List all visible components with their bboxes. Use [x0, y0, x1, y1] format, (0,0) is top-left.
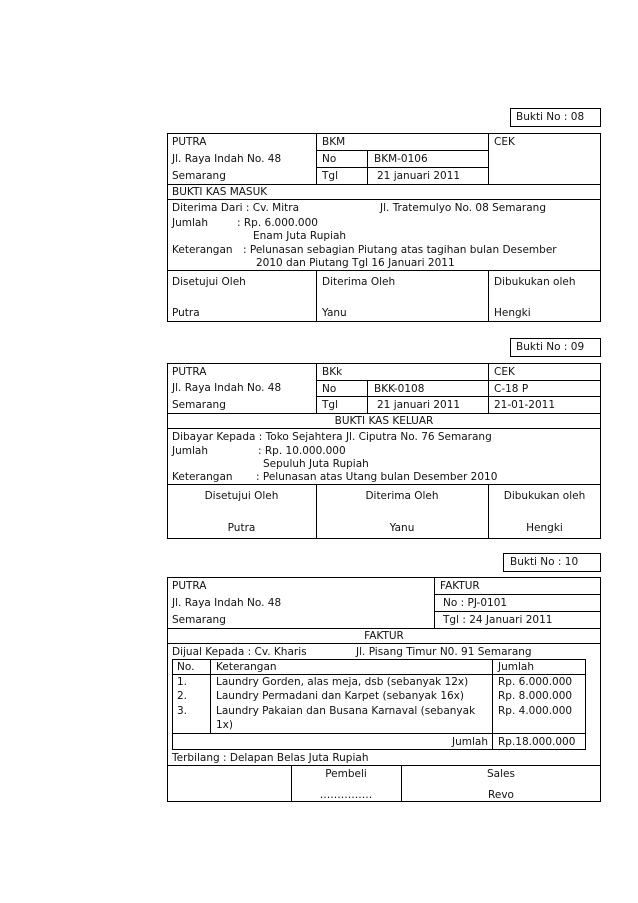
bkk-no-value: BKK-0108	[374, 383, 425, 395]
bkm-diterima-label: Diterima Oleh	[322, 276, 396, 288]
bkm-keterangan-line2: 2010 dan Piutang Tgl 16 Januari 2011	[256, 257, 455, 269]
faktur-total-value: Rp.18.000.000	[498, 736, 576, 748]
bkm-address: Jl. Raya Indah No. 48	[172, 153, 282, 165]
bkk-diterima-label: Diterima Oleh	[365, 490, 439, 502]
bkm-jumlah-value: : Rp. 6.000.000	[237, 217, 318, 229]
faktur-pembeli-sign: ……………	[319, 789, 373, 801]
bkm-code-label: BKM	[322, 136, 346, 148]
faktur-company: PUTRA	[172, 580, 207, 592]
bkm-jumlah-words: Enam Juta Rupiah	[253, 230, 347, 242]
bkk-company: PUTRA	[172, 366, 207, 378]
bkk-dibayar: Dibayar Kepada : Toko Sejahtera Jl. Ciputra No. 76 Semarang	[172, 431, 492, 443]
bkm-city: Semarang	[172, 170, 226, 182]
bkk-tgl-value: 21 januari 2011	[377, 399, 461, 411]
bkk-tgl-label: Tgl	[322, 399, 338, 411]
item-desc: Laundry Pakaian dan Busana Karnaval (sebanyak	[216, 705, 476, 717]
item-amount: Rp. 8.000.000	[498, 690, 573, 702]
item-desc: Laundry Permadani dan Karpet (sebanyak 16x)	[216, 690, 464, 702]
bkk-keterangan-value: : Pelunasan atas Utang bulan Desember 2010	[256, 471, 498, 483]
bkk-cek-no: C-18 P	[494, 383, 529, 395]
bkm-diterima-dari: Diterima Dari : Cv. Mitra	[172, 202, 300, 214]
bkm-disetujui-name: Putra	[172, 307, 200, 319]
bkm-no-label: No	[322, 153, 337, 165]
faktur-no-value: No : PJ-0101	[443, 597, 508, 609]
bkm-alamat: Jl. Tratemulyo No. 08 Semarang	[380, 202, 546, 214]
bkk-no-label: No	[322, 383, 337, 395]
bkm-tgl-label: Tgl	[322, 170, 338, 182]
faktur-dijual: Dijual Kepada : Cv. Kharis	[172, 646, 307, 658]
bkm-dibukukan-name: Hengki	[494, 307, 531, 319]
item-desc: Laundry Gorden, alas meja, dsb (sebanyak 12x)	[216, 676, 469, 688]
faktur-sales-label: Sales	[487, 768, 515, 780]
faktur-address: Jl. Raya Indah No. 48	[172, 597, 282, 609]
faktur-city: Semarang	[172, 614, 226, 626]
bkm-company: PUTRA	[172, 136, 207, 148]
bkm-disetujui-label: Disetujui Oleh	[172, 276, 246, 288]
faktur-sales-name: Revo	[488, 789, 514, 801]
faktur-col-no: No.	[177, 661, 195, 673]
bkk-city: Semarang	[172, 399, 226, 411]
bkk-disetujui-label: Disetujui Oleh	[204, 490, 279, 502]
bkm-cek-label: CEK	[494, 136, 515, 148]
faktur-col-jumlah: Jumlah	[498, 661, 534, 673]
bkm-jumlah-label: Jumlah	[172, 217, 208, 229]
bkk-diterima-name: Yanu	[389, 522, 415, 534]
bkk-code-label: BKk	[322, 366, 343, 378]
item-no: 3.	[177, 705, 188, 717]
bkk-address: Jl. Raya Indah No. 48	[172, 382, 282, 394]
bkm-title: BUKTI KAS MASUK	[172, 186, 268, 198]
bkk-cek-date: 21-01-2011	[494, 399, 556, 411]
bkk-jumlah-value: : Rp. 10.000.000	[258, 445, 346, 457]
item-no: 1.	[177, 676, 188, 688]
bkk-cek-label: CEK	[494, 366, 515, 378]
faktur-header-label: FAKTUR	[440, 580, 480, 592]
bkm-keterangan-line1: : Pelunasan sebagian Piutang atas tagihan bulan Desember	[243, 244, 557, 256]
bkk-dibukukan-label: Dibukukan oleh	[503, 490, 586, 502]
item-amount: Rp. 4.000.000	[498, 705, 573, 717]
bkk-bukti-number: Bukti No : 09	[516, 341, 585, 353]
item-no: 2.	[177, 690, 188, 702]
bkk-disetujui-name: Putra	[227, 522, 256, 534]
bkm-tgl-value: 21 januari 2011	[377, 170, 461, 182]
bkk-jumlah-label: Jumlah	[172, 445, 208, 457]
bkm-diterima-name: Yanu	[322, 307, 347, 319]
faktur-tgl-value: Tgl : 24 Januari 2011	[443, 614, 553, 626]
item-amount: Rp. 6.000.000	[498, 676, 573, 688]
bkk-title: BUKTI KAS KELUAR	[334, 415, 434, 427]
faktur-total-label: Jumlah	[452, 736, 488, 748]
faktur-terbilang: Terbilang : Delapan Belas Juta Rupiah	[172, 752, 369, 764]
faktur-bukti-number: Bukti No : 10	[510, 556, 579, 568]
bkm-keterangan-label: Keterangan	[172, 244, 233, 256]
bkm-bukti-number: Bukti No : 08	[516, 111, 585, 123]
faktur-pembeli-label: Pembeli	[325, 768, 367, 780]
bkk-jumlah-words: Sepuluh Juta Rupiah	[263, 458, 369, 470]
bkk-keterangan-label: Keterangan	[172, 471, 233, 483]
faktur-col-keterangan: Keterangan	[216, 661, 277, 673]
bkm-dibukukan-label: Dibukukan oleh	[494, 276, 576, 288]
faktur-title: FAKTUR	[364, 630, 404, 642]
faktur-alamat: Jl. Pisang Timur N0. 91 Semarang	[356, 646, 532, 658]
bkk-dibukukan-name: Hengki	[526, 522, 563, 534]
item-desc-continued: 1x)	[216, 719, 233, 731]
bkm-no-value: BKM-0106	[374, 153, 428, 165]
